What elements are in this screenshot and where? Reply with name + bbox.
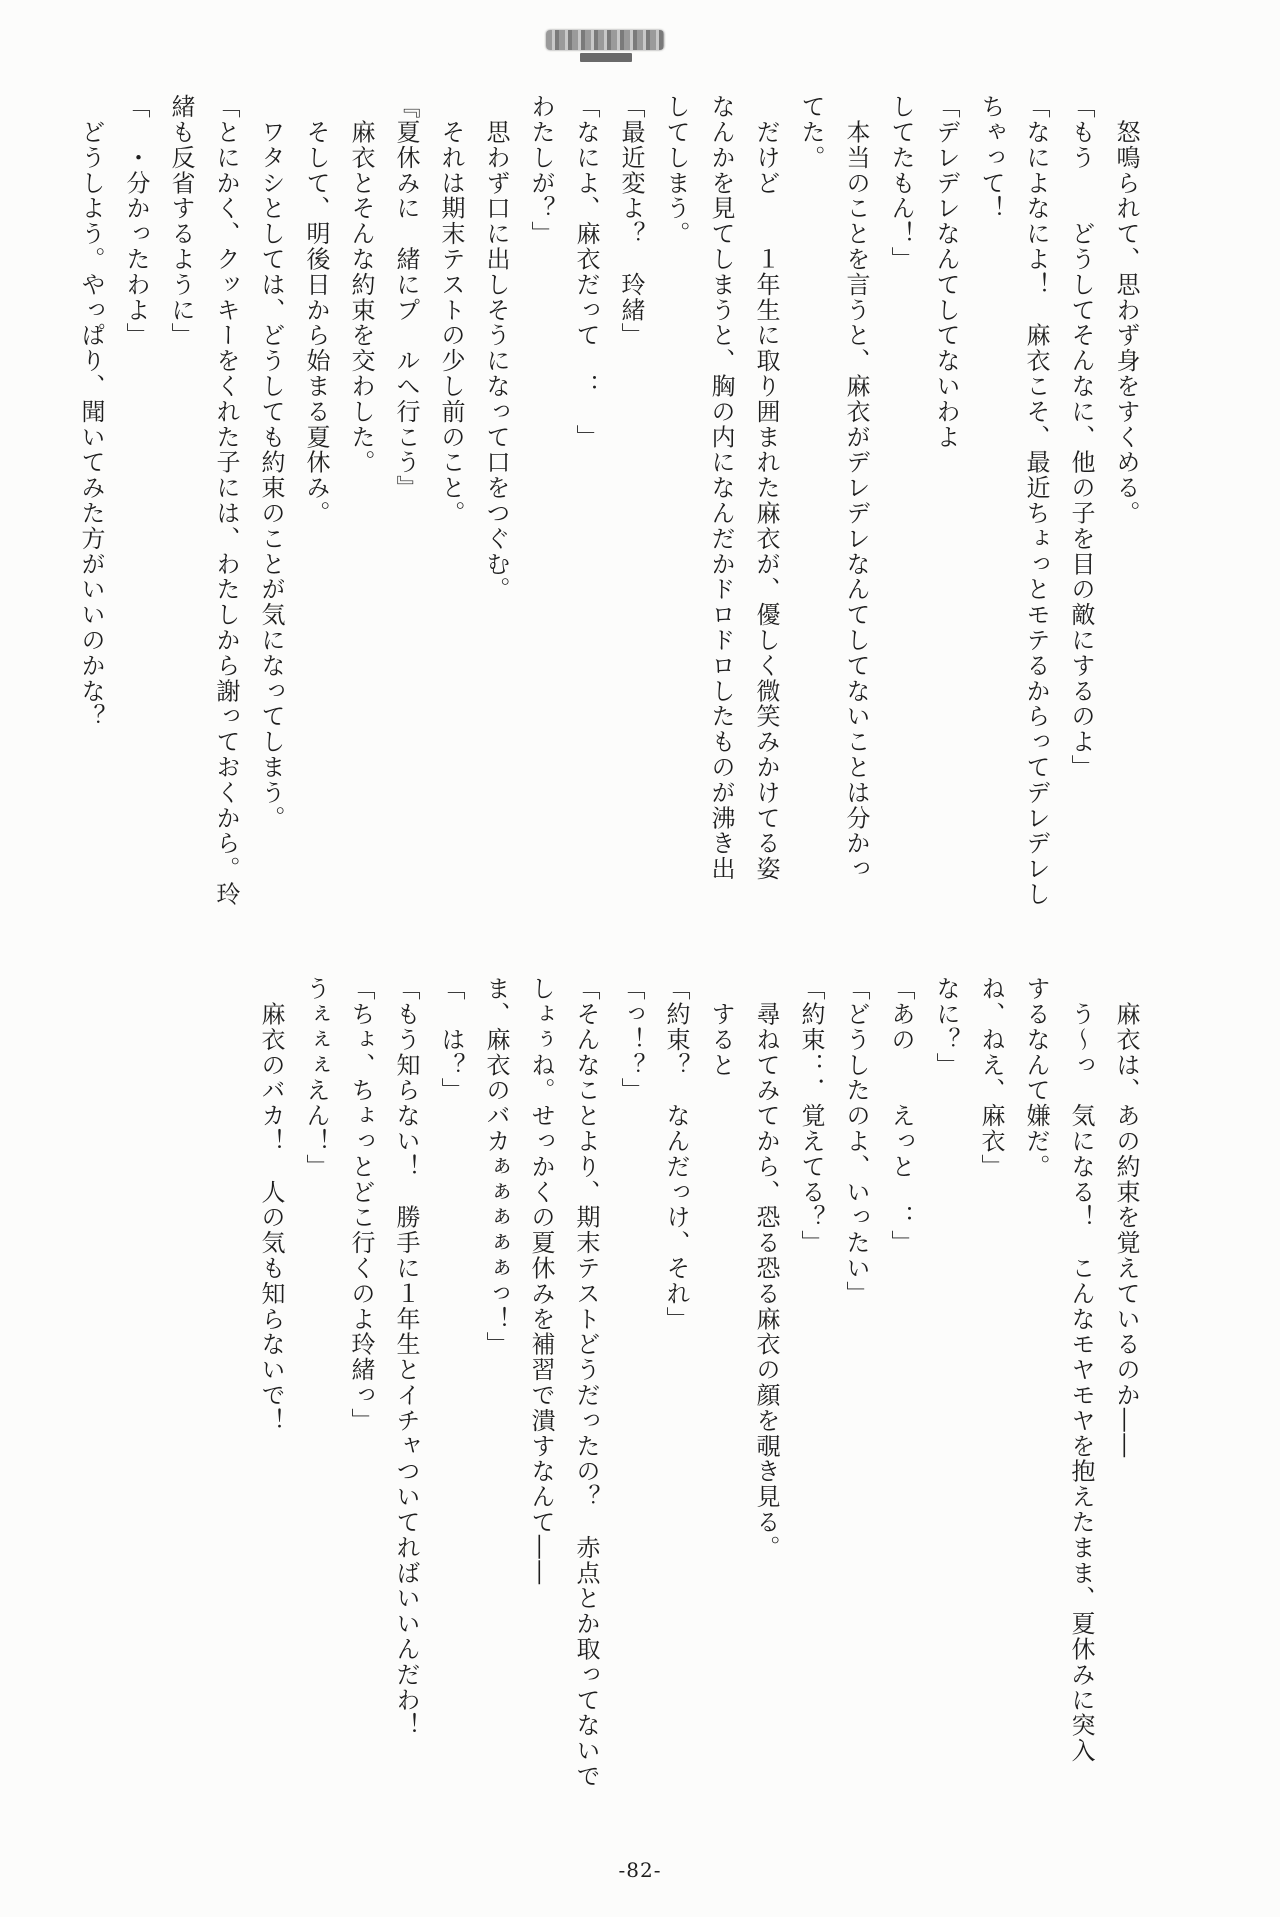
text-line: 「もう知らない！ 勝手に１年生とイチャついてればいいんだわ！ — [392, 976, 420, 1738]
text-line: 本当のことを言うと、麻衣がデレデレなんてしてないことは分かっ — [842, 94, 870, 882]
text-line: 麻衣は、あの約束を覚えているのか―― — [1112, 976, 1140, 1459]
logo-subtitle-graphic — [580, 53, 632, 62]
text-line: 「デレデレなんてしてないわよ — [932, 94, 960, 450]
text-line: 「約束：．覚えてる？」 — [797, 976, 825, 1256]
text-line: 「 ・分かったわよ」 — [122, 94, 150, 348]
text-line: 「とにかく、クッキーをくれた子には、わたしから謝っておくから。玲 — [212, 94, 240, 907]
text-line: 「約束？ なんだっけ、それ」 — [662, 976, 690, 1332]
text-line: 「あの えっと ：」 — [887, 976, 915, 1256]
text-line: 『夏休みに 緒にプ ルへ行こう』 — [392, 94, 420, 501]
text-line: しょぅね。せっかくの夏休みを補習で潰すなんて―― — [527, 976, 555, 1586]
text-line: なんかを見てしまうと、胸の内になんだかドロドロしたものが沸き出 — [707, 94, 735, 882]
text-line: わたしが？」 — [527, 94, 555, 247]
text-line: すると — [707, 976, 735, 1078]
text-line: 麻衣とそんな約束を交わした。 — [347, 94, 375, 475]
text-line: 麻衣のバカ！ 人の気も知らないで！ — [257, 976, 285, 1434]
text-line: ちゃって！ — [977, 94, 1005, 221]
text-line: てた。 — [797, 94, 825, 171]
text-line: 「 は？」 — [437, 976, 465, 1103]
text-line: う～っ 気になる！ こんなモヤモヤを抱えたまま、夏休みに突入 — [1067, 976, 1095, 1764]
series-logo — [546, 30, 666, 64]
text-line: してたもん！」 — [887, 94, 915, 272]
text-line: 「最近変よ？ 玲緒」 — [617, 94, 645, 348]
text-line: だけど １年生に取り囲まれた麻衣が、優しく微笑みかけてる姿 — [752, 94, 780, 882]
text-line: 「なによなによ！ 麻衣こそ、最近ちょっとモテるからってデレデレし — [1022, 94, 1050, 907]
logo-title-graphic — [546, 30, 664, 50]
text-line: それは期末テストの少し前のこと。 — [437, 94, 465, 526]
text-line: 「もう どうしてそんなに、他の子を目の敵にするのよ」 — [1067, 94, 1095, 780]
text-line: ワタシとしては、どうしても約束のことが気になってしまう。 — [257, 94, 285, 831]
text-line: 「なによ、麻衣だって ： 」 — [572, 94, 600, 450]
upper-text-block — [68, 94, 1148, 974]
text-line: そして、明後日から始まる夏休み。 — [302, 94, 330, 526]
text-line: するなんて嫌だ。 — [1022, 976, 1050, 1180]
page-number: -82- — [618, 1858, 662, 1882]
text-line: どうしよう。やっぱり、聞いてみた方がいいのかな？ — [77, 94, 105, 729]
text-line: 「そんなことより、期末テストどうだったの？ 赤点とか取ってないで — [572, 976, 600, 1789]
text-line: 怒鳴られて、思わず身をすくめる。 — [1112, 94, 1140, 526]
text-line: 思わず口に出しそうになって口をつぐむ。 — [482, 94, 510, 602]
text-line: 「っ！？」 — [617, 976, 645, 1103]
text-line: してしまう。 — [662, 94, 690, 247]
text-line: 尋ねてみてから、恐る恐る麻衣の顔を覗き見る。 — [752, 976, 780, 1561]
text-line: 「どうしたのよ、いったい」 — [842, 976, 870, 1307]
text-line: 「ちょ、ちょっとどこ行くのよ玲緒っ」 — [347, 976, 375, 1434]
text-line: 緒も反省するように」 — [167, 94, 195, 348]
text-line: なに？」 — [932, 976, 960, 1078]
text-line: ね、ねえ、麻衣」 — [977, 976, 1005, 1180]
lower-text-block — [248, 976, 1148, 1789]
text-line: うぇぇぇえん！」 — [302, 976, 330, 1180]
text-line: ま、麻衣のバカぁぁぁぁぁっ！」 — [482, 976, 510, 1357]
